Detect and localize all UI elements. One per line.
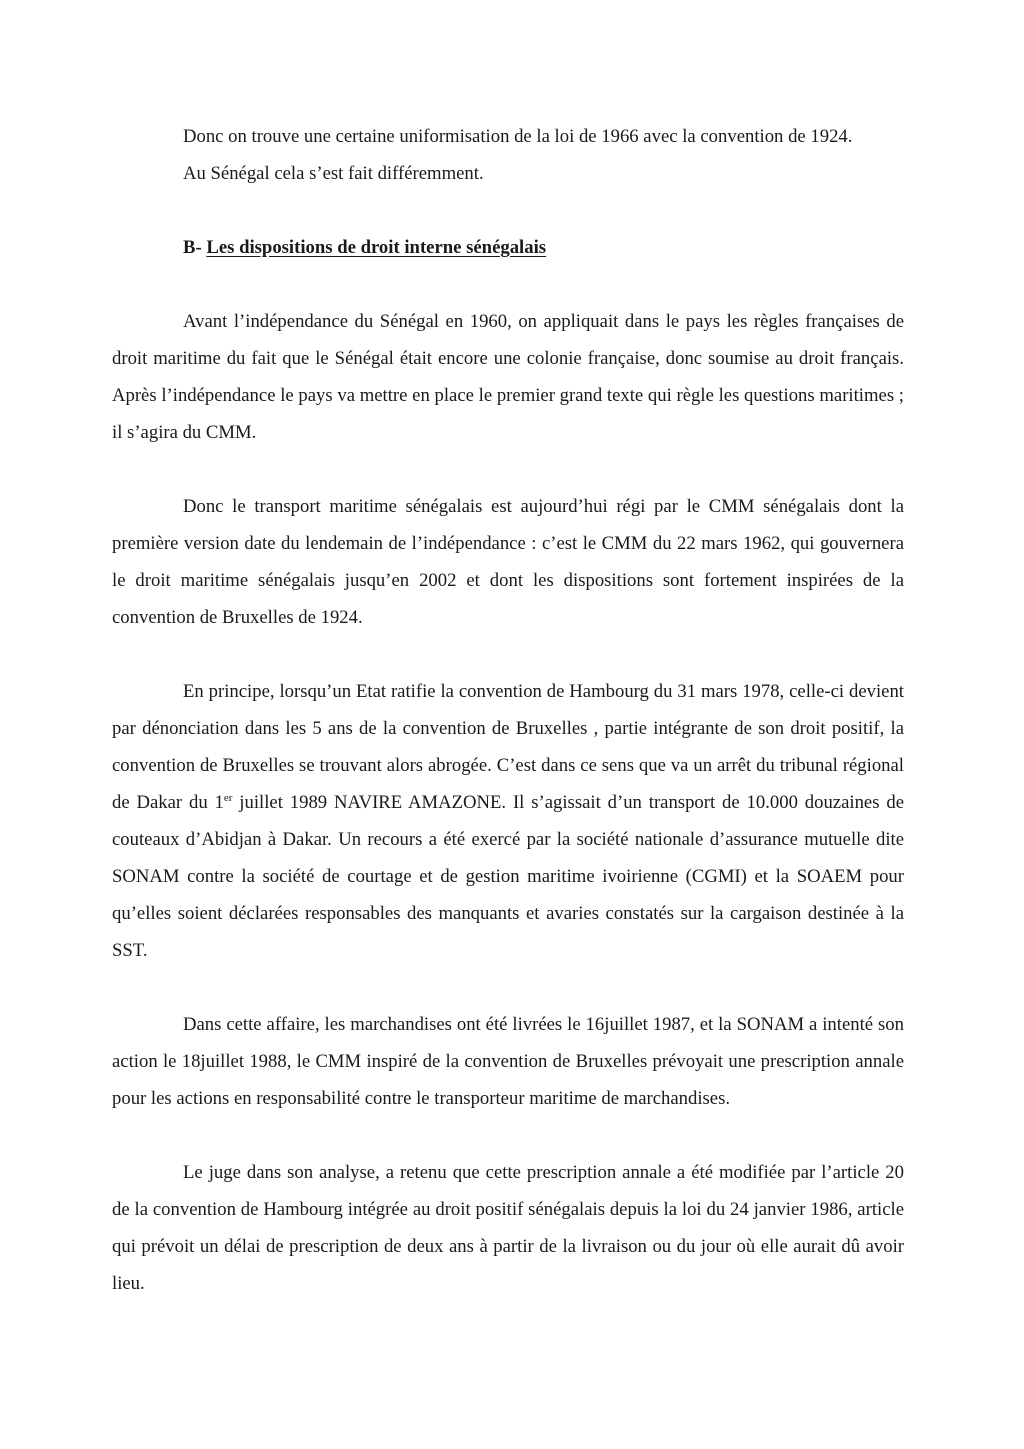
section-heading-title: Les dispositions de droit interne sénégalais — [206, 237, 547, 258]
paragraph-juge-analyse: Le juge dans son analyse, a retenu que cette prescription annale a été modifiée par l’article 20 de la convention de Hambourg intégrée au droit positif sénégalais depuis la loi du 24 janvier 1986, article qui prévoit un délai de prescription de deux ans à partir de la livraison ou du jour où elle aurait dû avoir lieu. — [112, 1162, 904, 1294]
section-heading-prefix: B- — [183, 237, 207, 258]
section-heading — [112, 229, 904, 266]
paragraph-before-independence: Avant l’indépendance du Sénégal en 1960, on appliquait dans le pays les règles françaises de droit maritime du fait que le Sénégal était encore une colonie française, donc soumise au droit français. Après l’indépendance le pays va mettre en place le premier grand texte qui règle les questions maritimes ; il s’agira du CMM. — [112, 311, 904, 443]
paragraph-hambourg-convention — [112, 673, 904, 969]
ordinal-superscript: er — [223, 791, 233, 804]
paragraph-uniformisation: Donc on trouve une certaine uniformisation de la loi de 1966 avec la convention de 1924. — [183, 126, 853, 147]
paragraph-hambourg-part-a: En principe, lorsqu’un Etat ratifie la convention de Hambourg du 31 mars 1978, celle-ci devient par dénonciation dans les 5 ans de la convention de Bruxelles , partie intégrante de son droit positif, la convention de Bruxelles se trouvant alors abrogée. C’est dans ce sens que va un arrêt du tribunal régional de Dakar du 1 — [112, 681, 904, 813]
paragraph-affaire: Dans cette affaire, les marchandises ont été livrées le 16juillet 1987, et la SONAM a intenté son action le 18juillet 1988, le CMM inspiré de la convention de Bruxelles prévoyait une prescription annale pour les actions en responsabilité contre le transporteur maritime de marchandises. — [112, 1014, 904, 1109]
paragraph-cmm-1962: Donc le transport maritime sénégalais est aujourd’hui régi par le CMM sénégalais dont la première version date du lendemain de l’indépendance : c’est le CMM du 22 mars 1962, qui gouvernera le droit maritime sénégalais jusqu’en 2002 et dont les dispositions sont fortement inspirées de la convention de Bruxelles de 1924. — [112, 496, 904, 628]
paragraph-senegal-difference: Au Sénégal cela s’est fait différemment. — [183, 163, 484, 184]
document-page — [112, 118, 904, 1302]
paragraph-hambourg-part-b: juillet 1989 NAVIRE AMAZONE. Il s’agissait d’un transport de 10.000 douzaines de couteaux d’Abidjan à Dakar. Un recours a été exercé par la société nationale d’assurance mutuelle dite SONAM contre la société de courtage et de gestion maritime ivoirienne (CGMI) et la SOAEM pour qu’elles soient déclarées responsables des manquants et avaries constatés sur la cargaison destinée à la SST. — [112, 792, 904, 961]
